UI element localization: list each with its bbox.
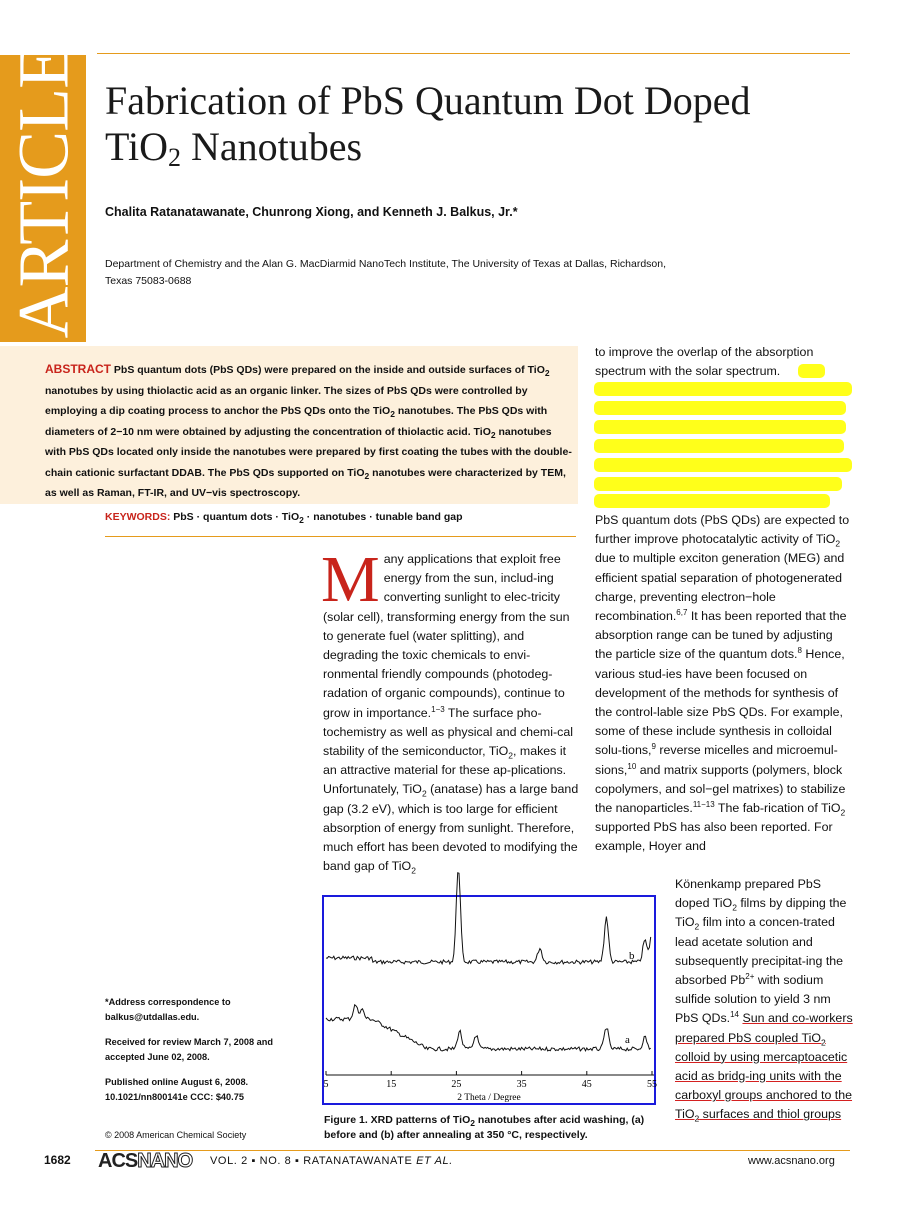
right-column: PbS quantum dots (PbS QDs) are expected to further improve photocatalytic activity of TiO$_2$ due to multiple exciton generation (MEG) and efficient spatial separation of photogenerated charge, preventing electron−hole recombination.$^{6,7}$ It has been reported that the absorption range can be tuned by adjusting the particle size of the quantum dots.$^8$ Hence, various stud-ies have been focused on development of the methods for synthesis of the control-lable size PbS QDs. For example, some of these include synthesis in colloidal solu-tions,$^9$ reverse micelles and microemul-sions,$^{10}$ and matrix supports (polymers, block copolymers, and sol−gel matrixes) to stabilize the nanoparticles.$^{11-13}$ The fab-rication of TiO$_2$ supported PbS has also been reported. For example, Hoyer and	[595, 513, 850, 854]
author-list: Chalita Ratanatawanate, Chunrong Xiong, and Kenneth J. Balkus, Jr.*	[105, 205, 518, 219]
highlight-mark	[594, 458, 852, 472]
highlight-mark	[594, 477, 842, 491]
running-footer: VOL. 2 ▪ NO. 8 ▪ RATANATAWANATE ET AL.	[210, 1155, 453, 1167]
abstract: ABSTRACT PbS quantum dots (PbS QDs) were prepared on the inside and outside surfaces of TiO$_2$ nanotubes by using thiolactic acid as an organic linker. The sizes of PbS QDs were controlled by employing a dip coating process to anchor the PbS QDs onto the TiO$_2$ nanotubes. The PbS QDs with diameters of 2−10 nm were obtained by adjusting the concentration of thiolactic acid. TiO$_2$ nanotubes with PbS QDs located only inside the nanotubes were prepared by first coating the tubes with the double-chain cationic surfactant DDAB. The PbS QDs supported on TiO$_2$ nanotubes were characterized by TEM, as well as Raman, FT-IR, and UV−vis spectroscopy.	[45, 362, 572, 499]
published-note: Published online August 6, 2008. 10.1021/nn800141e CCC: $40.75	[105, 1077, 249, 1102]
highlight-mark	[594, 494, 830, 508]
page-number: 1682	[44, 1153, 71, 1167]
x-tick-label: 5	[323, 1079, 329, 1090]
highlight-mark	[594, 439, 844, 453]
footer-rule	[95, 1150, 850, 1151]
xrd-chart	[323, 897, 657, 1103]
right-column-narrow: Könenkamp prepared PbS doped TiO$_2$ films by dipping the TiO$_2$ film into a concen-trated lead acetate solution and subsequently precipitat-ing the absorbed $Pb^{2+}$ with sodium sulfide solution to yield 3 nm PbS QDs.$^{14}$ Sun and co-workers prepared PbS coupled TiO$_2$ colloid by using mercaptoacetic acid as bridg-ing units with the carboxyl groups anchored to the TiO$_2$ surfaces and thiol groups	[675, 877, 853, 1124]
affiliation: Department of Chemistry and the Alan G. MacDiarmid NanoTech Institute, The University of Texas at Dallas, Richardson, Texas 75083-0688	[105, 258, 667, 287]
x-tick-label: 25	[451, 1079, 462, 1090]
figure-caption: Figure 1. XRD patterns of TiO$_2$ nanotubes after acid washing, (a) before and (b) after annealing at 350 °C, respectively.	[324, 1114, 645, 1141]
article-tab-label: ARTICLE	[3, 45, 84, 339]
journal-website: www.acsnano.org	[748, 1155, 835, 1167]
series-a-line	[326, 1005, 651, 1051]
drop-cap: M	[321, 543, 380, 616]
copyright: © 2008 American Chemical Society	[105, 1130, 247, 1140]
top-rule	[97, 53, 850, 54]
x-ticks	[324, 1071, 658, 1090]
highlight-mark	[798, 364, 825, 378]
received-note: Received for review March 7, 2008 and accepted June 02, 2008.	[105, 1037, 274, 1062]
correspondence-note: *Address correspondence to balkus@utdallas.edu.	[105, 997, 231, 1022]
highlight-mark	[594, 382, 852, 396]
series-b-line	[326, 873, 651, 964]
title-line-1: Fabrication of PbS Quantum Dot Doped	[105, 78, 751, 123]
highlight-mark	[594, 420, 846, 434]
label-a: a	[625, 1034, 630, 1046]
title-line-2: TiO$_2$ Nanotubes	[105, 124, 363, 172]
highlight-mark	[594, 401, 846, 415]
underlined-passage: Sun and co-workers prepared PbS coupled TiO$_2$ colloid by using mercaptoacetic acid as bridg-ing units with the carboxyl groups anchored to the TiO$_2$ surfaces and thiol groups	[675, 1011, 853, 1124]
right-column-top: to improve the overlap of the absorption spectrum with the solar spectrum.	[595, 345, 814, 379]
abstract-label: ABSTRACT	[45, 362, 111, 376]
x-axis-label: 2 Theta / Degree	[457, 1093, 521, 1103]
footnotes	[105, 995, 305, 1115]
acs-nano-logo: ACSNANO	[98, 1150, 193, 1172]
x-tick-label: 35	[516, 1079, 527, 1090]
figure-1-xrd	[322, 895, 656, 1105]
intro-column: M any applications that exploit free energy from the sun, includ-ing converting sunlight to elec-tricity (solar cell), transforming energy from the sun to generate fuel (water splitting), and degrading the toxic chemicals to envi-ronmental friendly compounds (photodeg-radation of organic compounds), continue to grow in importance.$^{1-3}$ The surface pho-tochemistry as well as physical and chemi-cal stability of the semiconductor, TiO$_2$, makes it an attractive material for these ap-plications. Unfortunately, TiO$_2$ (anatase) has a large band gap (3.2 eV), which is too large for efficient absorption of energy from sunlight. Therefore, much effort has been devoted to modifying the band gap of TiO$_2$	[321, 543, 579, 876]
keywords: KEYWORDS: PbS · quantum dots · TiO$_2$ · nanotubes · tunable band gap	[105, 511, 463, 526]
label-b: b	[629, 950, 635, 962]
x-tick-label: 45	[581, 1079, 592, 1090]
keywords-rule	[105, 536, 576, 537]
x-tick-label: 55	[647, 1079, 657, 1090]
x-tick-label: 15	[386, 1079, 397, 1090]
paper-title	[105, 78, 845, 170]
